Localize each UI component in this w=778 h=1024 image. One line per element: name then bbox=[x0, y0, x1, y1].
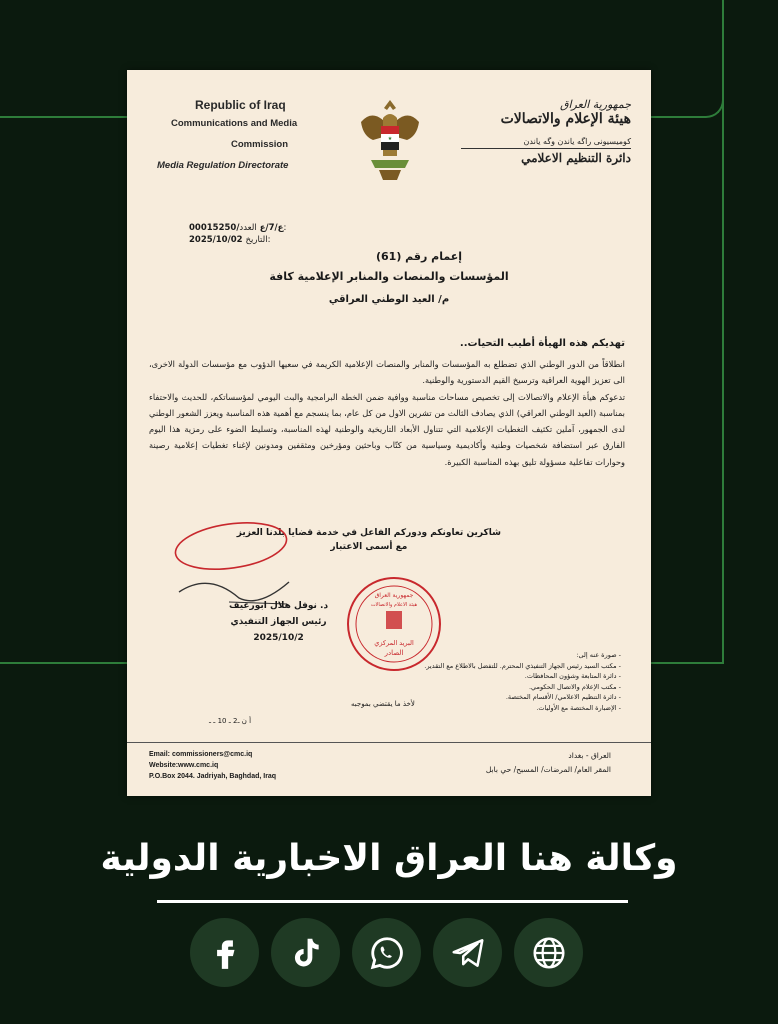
header-en-line4: Media Regulation Directorate bbox=[157, 160, 289, 171]
telegram-link[interactable] bbox=[433, 918, 502, 987]
copy-item: - مكتب السيد رئيس الجهاز التنفيذي المحترم. للتفضل بالاطلاع مع التقدير. bbox=[424, 661, 621, 670]
signature-block bbox=[229, 598, 328, 646]
closing-thanks: شاكرين تعاونكم ودوركم الفاعل في خدمة قضايا بلدنا العزيز bbox=[236, 528, 501, 538]
reference-date-row bbox=[189, 234, 286, 246]
greeting: تهديكم هذه الهيأة أطيب التحيات.. bbox=[459, 338, 625, 349]
stamp-text-mid: هيئة الاعلام والاتصالات bbox=[370, 602, 418, 608]
reference-block bbox=[189, 222, 286, 246]
footer-email: Email: commissioners@cmc.iq bbox=[149, 751, 253, 758]
facebook-icon bbox=[206, 934, 244, 972]
footer-pobox: P.O.Box 2044. Jadriyah, Baghdad, Iraq bbox=[149, 773, 277, 780]
subject-line: م/ العيد الوطني العراقي bbox=[328, 294, 450, 305]
copy-item: - دائرة التنظيم الاعلامي/ الأقسام المختصة. bbox=[505, 693, 621, 701]
reference-date-label: التاريخ: bbox=[245, 235, 271, 245]
stamp-text-top: جمهورية العراق bbox=[374, 592, 414, 599]
tiktok-link[interactable] bbox=[271, 918, 340, 987]
header-arabic bbox=[461, 98, 631, 165]
globe-icon bbox=[530, 934, 568, 972]
body-paragraph-1: انطلاقاً من الدور الوطني الذي تضطلع به المؤسسات والمنابر والمنصات الإعلامية الكريمة في سعيها الدؤوب مع مؤسسات الدولة الاخرى، الى تعزيز الهوية العراقية وترسيخ القيم الدستورية والوطنية. bbox=[149, 359, 625, 386]
footer-english bbox=[149, 749, 276, 782]
circular-title: إعمام رقم (61) bbox=[375, 250, 463, 263]
whatsapp-icon bbox=[368, 934, 406, 972]
letter-body bbox=[149, 356, 625, 470]
decorative-frame-line bbox=[722, 0, 724, 664]
telegram-icon bbox=[449, 934, 487, 972]
copy-item: - الإضبارة المختصة مع الأوليات. bbox=[536, 703, 621, 712]
footer-ar-line1: العراق - بغداد bbox=[568, 751, 611, 760]
svg-text:★: ★ bbox=[387, 136, 393, 142]
reference-number-label: العدد: bbox=[239, 223, 287, 233]
iraq-eagle-emblem-icon bbox=[357, 96, 423, 186]
letter-footer bbox=[127, 742, 651, 780]
addressee: المؤسسات والمنصات والمنابر الإعلامية كافة bbox=[269, 270, 509, 283]
stamp-text-bottom1: البريد المركزي bbox=[374, 639, 414, 647]
reference-number-row bbox=[189, 222, 286, 234]
copies-note: لأخذ ما يقتضي بموجبه bbox=[351, 700, 415, 708]
website-link[interactable] bbox=[514, 918, 583, 987]
header-en-line3: Commission bbox=[231, 139, 289, 150]
reference-number: 00015250/ع/7/ع bbox=[189, 223, 284, 233]
header-ar-line3: كوميسيونى راگه ياندن وگه ياندن bbox=[523, 137, 631, 146]
header-en-line2: Communications and Media bbox=[171, 118, 298, 129]
header-en-line1: Republic of Iraq bbox=[195, 98, 286, 112]
footer-ar-line2: المقر العام/ المرضات/ المسبح/ حي بابل bbox=[485, 765, 611, 774]
copies-list bbox=[424, 650, 621, 713]
closing-regards: مع أسمى الاعتبار bbox=[330, 542, 408, 552]
signature-scribble bbox=[169, 512, 299, 612]
signatory-name: د. نوفل هلال ابورغيف bbox=[229, 601, 329, 611]
copy-item: - دائرة المتابعة وشؤون المحافظات. bbox=[524, 672, 621, 680]
reference-date: 2025/10/02 bbox=[189, 235, 243, 245]
header-ar-line1: جمهورية العراق bbox=[559, 98, 631, 111]
signatory-title: رئيس الجهاز التنفيذي bbox=[230, 617, 327, 627]
outgoing-number-line: أ ن ـ2 ـ 10 ـ ـ bbox=[209, 717, 252, 725]
whatsapp-link[interactable] bbox=[352, 918, 421, 987]
signature-date: 2025/10/2 bbox=[253, 633, 304, 643]
tiktok-icon bbox=[287, 934, 325, 972]
body-paragraph-2: تدعوكم هيأة الإعلام والاتصالات إلى تخصيص مساحات مناسبة ووافية ضمن الخطة البرامجية والبث اليومي لمؤسساتكم، للحديث والاحتفاء بمناسبة (العيد الوطني العراقي) الذي يصادف الثالث من تشرين الاول من كل عام، بما ينسجم مع أهمية هذه المناسبة ويعزز الشعور الوطني لدى الجمهور، آملين تكثيف التغطيات الإعلامية التي تتناول الأبعاد التاريخية والوطنية لهذه المناسبة، وتسليط الضوء على رمزية هذا اليوم الفارق عبر استضافة شخصيات وطنية وأكاديمية وسياسية من كتّاب وباحثين ومؤرخين ومثقفين ومدونين لإغناء تغطيات إعلامية رصينة وحوارات تفاعلية مسؤولة تليق بهذه المناسبة الكبيرة. bbox=[149, 391, 625, 467]
footer-website: Website:www.cmc.iq bbox=[149, 762, 219, 769]
header-english bbox=[149, 98, 349, 171]
stamp-text-bottom2: الصادر bbox=[384, 649, 404, 657]
social-links bbox=[190, 918, 583, 987]
facebook-link[interactable] bbox=[190, 918, 259, 987]
copy-item: - مكتب الإعلام والاتصال الحكومي. bbox=[528, 682, 621, 691]
footer-arabic bbox=[486, 749, 611, 777]
official-letter bbox=[127, 70, 651, 796]
header-ar-line2: هيئة الإعلام والاتصالات bbox=[500, 111, 631, 127]
header-ar-line4: دائرة التنظيم الاعلامي bbox=[461, 148, 631, 165]
agency-brand-name: وكالة هنا العراق الاخبارية الدولية bbox=[100, 838, 678, 879]
brand-underline bbox=[157, 900, 628, 903]
copies-heading: - صورة عنه إلى: bbox=[576, 651, 621, 659]
